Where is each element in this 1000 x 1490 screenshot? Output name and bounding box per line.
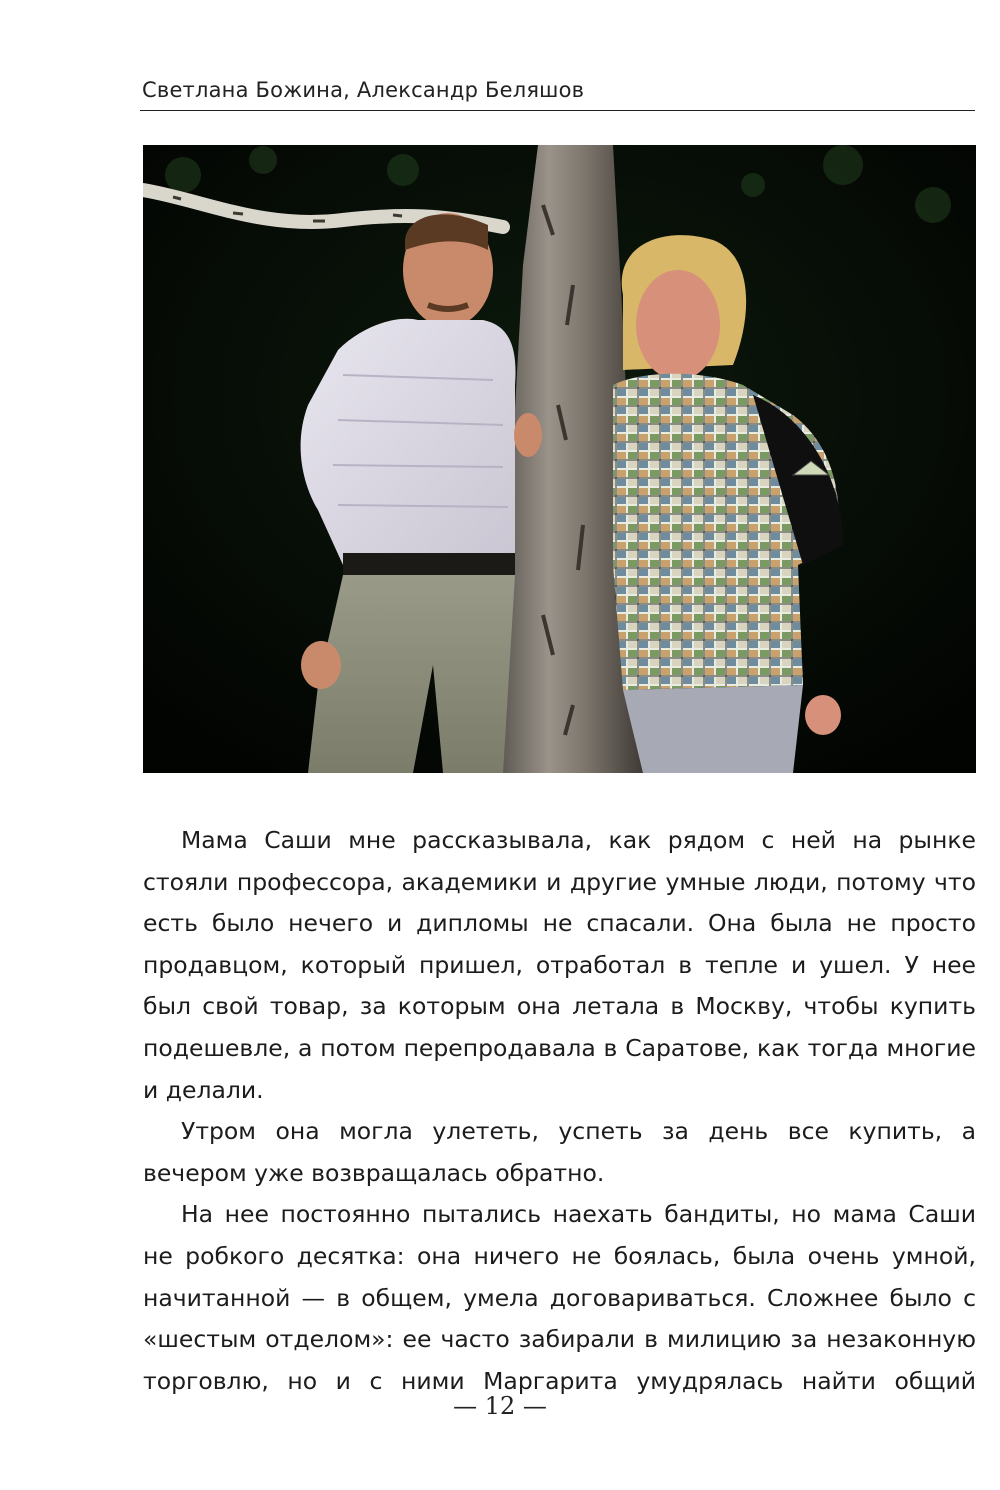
page-number: — 12 —	[453, 1392, 547, 1420]
running-title: Светлана Божина, Александр Беляшов	[142, 78, 585, 102]
photo-illustration	[143, 145, 976, 773]
paragraph-2: Утром она могла улететь, успеть за день все купить, а вечером уже возвращалась обратно.	[143, 1117, 976, 1187]
paragraph-1: Мама Саши мне рассказывала, как рядом с ней на рынке стояли профессора, академики и другие умные люди, потому что есть было нечего и дипломы не спасали. Она была не просто продавцом, который пришел, отработал в тепле и ушел. У нее был свой товар, за которым она летала в Москву, чтобы купить подешевле, а потом перепродавала в Саратове, как тогда многие и делали.	[143, 826, 976, 1104]
running-head	[140, 78, 975, 111]
paragraph-3: На нее постоянно пытались наехать бандиты, но мама Саши не робкого десятка: она ничего не боялась, была очень умной, начитанной — в общем, умела договариваться. Сложнее было с «шестым отделом»: ее часто забирали в милицию за незаконную торговлю, но и с ними Маргарита умудрялась найти общий	[143, 1200, 976, 1395]
photo	[143, 145, 976, 773]
body-text	[143, 820, 976, 1402]
